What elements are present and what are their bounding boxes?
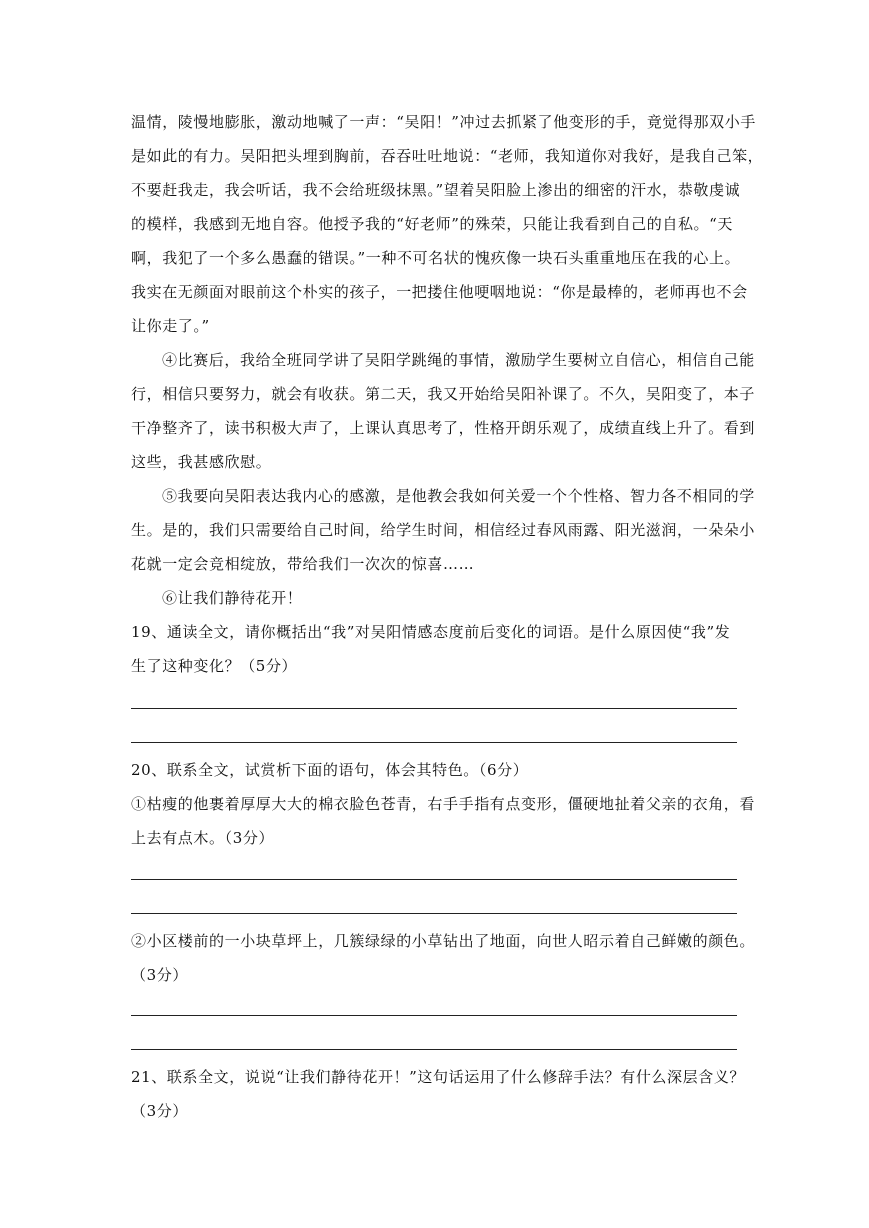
text-line: 花就一定会竞相绽放，带给我们一次次的惊喜…… bbox=[131, 555, 475, 573]
text-line: 的模样，我感到无地自容。他授予我的“好老师”的殊荣，只能让我看到自己的自私。“天 bbox=[131, 215, 734, 233]
answer-line[interactable] bbox=[131, 1049, 737, 1050]
answer-line[interactable] bbox=[131, 1015, 737, 1016]
text-line: ⑤我要向吴阳表达我内心的感激，是他教会我如何关爱一个个性格、智力各不相同的学 bbox=[162, 487, 755, 505]
answer-line[interactable] bbox=[131, 742, 737, 743]
question-text: ②小区楼前的一小块草坪上，几簇绿绿的小草钻出了地面，向世人昭示着自己鲜嫩的颜色。 bbox=[131, 932, 756, 950]
question-text: ①枯瘦的他裹着厚厚大大的棉衣脸色苍青，右手手指有点变形，僵硬地扯着父亲的衣角，看 bbox=[131, 795, 756, 813]
text-line: 是如此的有力。吴阳把头埋到胸前，吞吞吐吐地说：“老师，我知道你对我好，是我自己笨， bbox=[131, 147, 764, 165]
text-line: 这些，我甚感欣慰。 bbox=[131, 453, 272, 471]
text-line: 温情，陵慢地膨胀，激动地喊了一声：“吴阳！”冲过去抓紧了他变形的手，竟觉得那双小手 bbox=[131, 113, 756, 131]
answer-line[interactable] bbox=[131, 708, 737, 709]
text-line: 啊，我犯了一个多么愚蠢的错误。”一种不可名状的愧疚像一块石头重重地压在我的心上。 bbox=[131, 249, 741, 267]
text-line: 我实在无颜面对眼前这个朴实的孩子，一把搂住他哽咽地说：“你是最棒的，老师再也不会 bbox=[131, 283, 748, 301]
text-line: 让你走了。” bbox=[131, 317, 210, 335]
text-line: ④比赛后，我给全班同学讲了吴阳学跳绳的事情，激励学生要树立自信心，相信自己能 bbox=[162, 351, 755, 369]
text-line: 生。是的，我们只需要给自己时间，给学生时间，相信经过春风雨露、阳光滋润，一朵朵小 bbox=[131, 521, 756, 539]
question-text: 21、联系全文，说说“让我们静待花开！”这句话运用了什么修辞手法？有什么深层含义？ bbox=[131, 1068, 746, 1086]
text-line: 干净整齐了，读书积极大声了，上课认真思考了，性格开朗乐观了，成绩直线上升了。看到 bbox=[131, 419, 756, 437]
question-text: 19、通读全文，请你概括出“我”对吴阳情感态度前后变化的词语。是什么原因使“我”发 bbox=[131, 623, 731, 641]
question-text: （3分） bbox=[131, 966, 188, 984]
passage-paragraph-6: ⑥让我们静待花开！ bbox=[162, 589, 303, 607]
answer-line[interactable] bbox=[131, 879, 737, 880]
question-text: （3分） bbox=[131, 1102, 188, 1120]
text-line: 不要赶我走，我会听话，我不会给班级抹黑。”望着吴阳脸上渗出的细密的汗水，恭敬虔诚 bbox=[131, 181, 741, 199]
answer-line[interactable] bbox=[131, 913, 737, 914]
question-20: 20、联系全文，试赏析下面的语句，体会其特色。（6分） bbox=[131, 761, 529, 779]
text-line: 行，相信只要努力，就会有收获。第二天，我又开始给吴阳补课了。不久，吴阳变了，本子 bbox=[131, 385, 756, 403]
question-text: 上去有点木。（3分） bbox=[131, 829, 275, 847]
question-text: 生了这种变化？（5分） bbox=[131, 657, 298, 675]
